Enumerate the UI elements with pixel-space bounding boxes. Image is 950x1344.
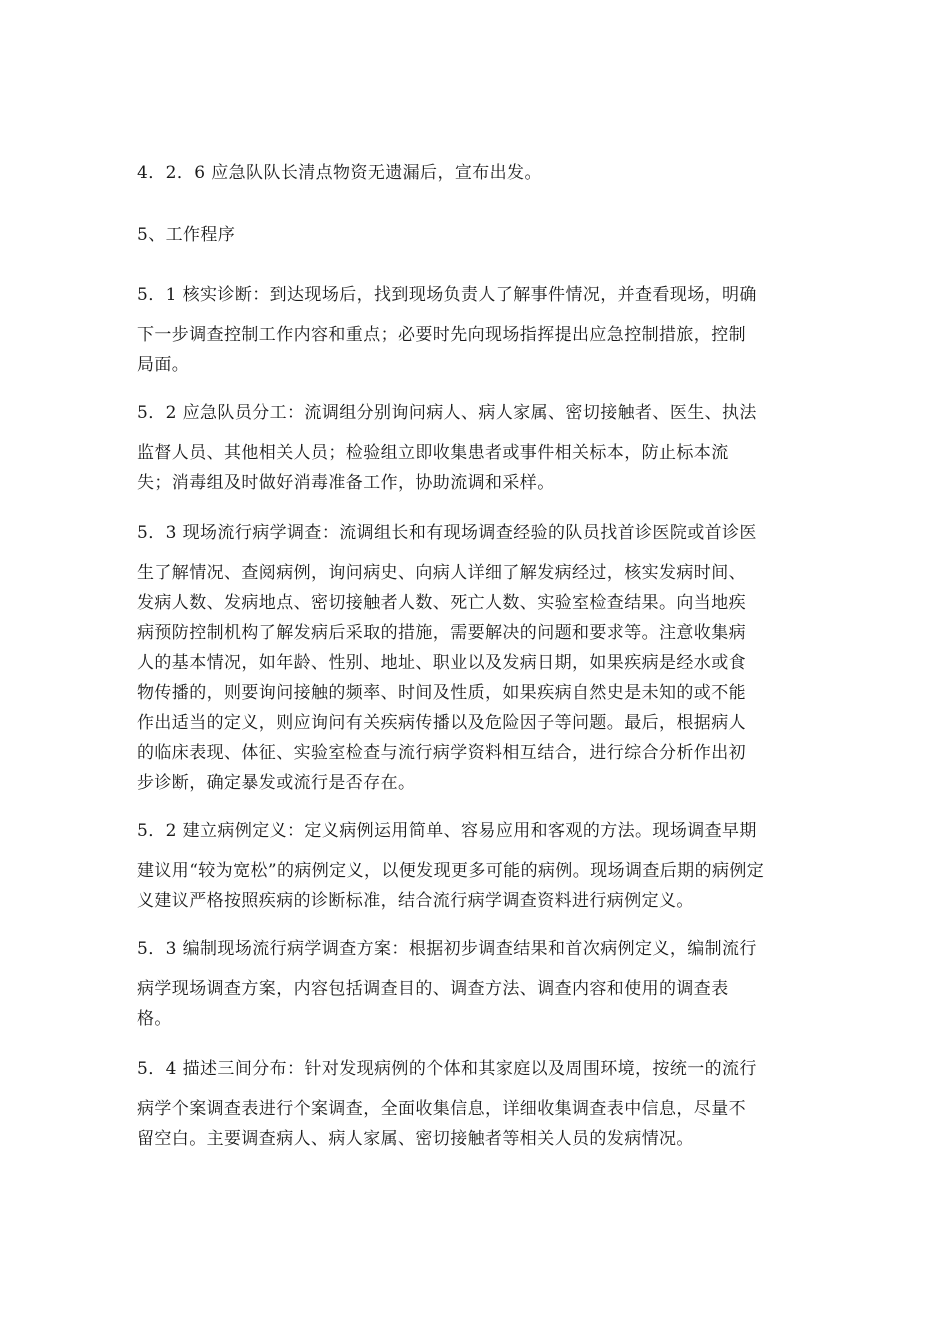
text-line: 病预防控制机构了解发病后采取的措施，需要解决的问题和要求等。注意收集病 xyxy=(137,623,746,643)
text-line: 5．4 描述三间分布：针对发现病例的个体和其家庭以及周围环境，按统一的流行 xyxy=(137,1059,757,1079)
text-line: 留空白。主要调查病人、病人家属、密切接触者等相关人员的发病情况。 xyxy=(137,1129,694,1149)
text-line: 建议用“较为宽松”的病例定义，以便发现更多可能的病例。现场调查后期的病例定 xyxy=(137,861,765,881)
paragraph-5-3-plan xyxy=(137,934,827,1034)
text-line: 5、工作程序 xyxy=(137,225,236,245)
text-line: 病学个案调查表进行个案调查，全面收集信息，详细收集调查表中信息，尽量不 xyxy=(137,1099,746,1119)
text-line: 步诊断，确定暴发或流行是否存在。 xyxy=(137,773,416,793)
text-line: 物传播的，则要询问接触的频率、时间及性质，如果疾病自然史是未知的或不能 xyxy=(137,683,746,703)
text-line: 人的基本情况，如年龄、性别、地址、职业以及发病日期，如果疾病是经水或食 xyxy=(137,653,746,673)
text-line: 的临床表现、体征、实验室检查与流行病学资料相互结合，进行综合分析作出初 xyxy=(137,743,746,763)
text-line: 失；消毒组及时做好消毒准备工作，协助流调和采样。 xyxy=(137,473,555,493)
paragraph-5-3-field-investigation xyxy=(137,518,827,798)
paragraph-5-2-case-definition xyxy=(137,816,827,916)
text-line: 发病人数、发病地点、密切接触者人数、死亡人数、实验室检查结果。向当地疾 xyxy=(137,593,746,613)
text-line: 作出适当的定义，则应询问有关疾病传播以及危险因子等问题。最后，根据病人 xyxy=(137,713,746,733)
text-line: 5．1 核实诊断：到达现场后，找到现场负责人了解事件情况，并查看现场，明确 xyxy=(137,285,757,305)
text-line: 5．2 应急队员分工：流调组分别询问病人、病人家属、密切接触者、医生、执法 xyxy=(137,403,757,423)
paragraph-5-1 xyxy=(137,280,827,380)
paragraph-4-2-6 xyxy=(137,158,827,188)
text-line: 5．3 现场流行病学调查：流调组长和有现场调查经验的队员找首诊医院或首诊医 xyxy=(137,523,757,543)
paragraph-5-2-division xyxy=(137,398,827,498)
text-line: 5．2 建立病例定义：定义病例运用简单、容易应用和客观的方法。现场调查早期 xyxy=(137,821,757,841)
text-line: 义建议严格按照疾病的诊断标准，结合流行病学调查资料进行病例定义。 xyxy=(137,891,694,911)
text-line: 病学现场调查方案，内容包括调查目的、调查方法、调查内容和使用的调查表 xyxy=(137,979,729,999)
text-line: 格。 xyxy=(137,1009,172,1029)
text-line: 监督人员、其他相关人员；检验组立即收集患者或事件相关标本，防止标本流 xyxy=(137,443,729,463)
paragraph-5-4 xyxy=(137,1054,827,1154)
text-line: 下一步调查控制工作内容和重点；必要时先向现场指挥提出应急控制措旅，控制 xyxy=(137,325,746,345)
text-line: 5．3 编制现场流行病学调查方案：根据初步调查结果和首次病例定义，编制流行 xyxy=(137,939,757,959)
text-line: 生了解情况、查阅病例，询问病史、向病人详细了解发病经过，核实发病时间、 xyxy=(137,563,746,583)
text-line: 4．2．6 应急队队长清点物资无遗漏后，宣布出发。 xyxy=(137,163,542,183)
text-line: 局面。 xyxy=(137,355,190,375)
section-heading-work-procedure xyxy=(137,220,827,250)
